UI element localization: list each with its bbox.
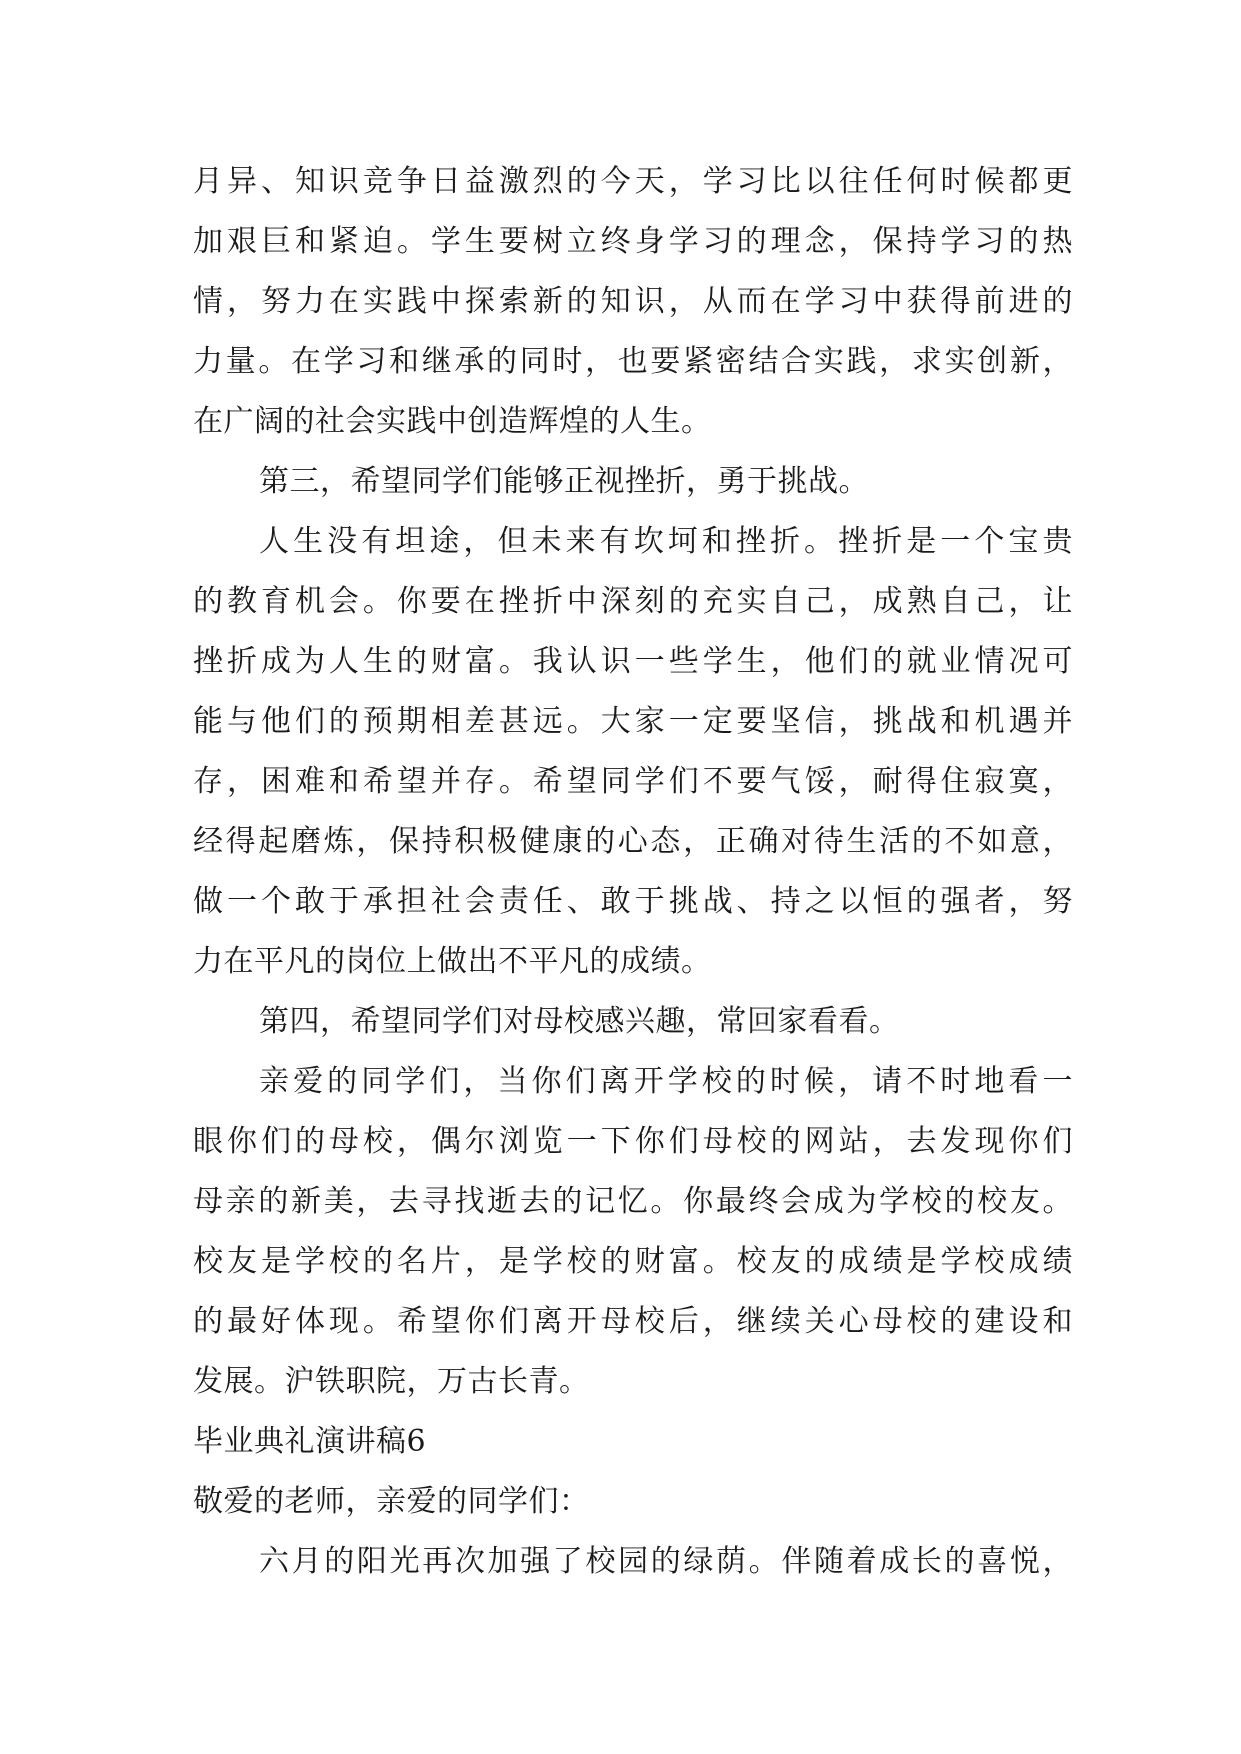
text-line: 发展。沪铁职院，万古长青。 [193, 1364, 590, 1399]
text-line: 月异、知识竞争日益激烈的今天，学习比以往任何时候都更 [193, 164, 1073, 199]
text-line: 经得起磨炼，保持积极健康的心态，正确对待生活的不如意， [193, 824, 1073, 859]
point-heading: 第四，希望同学们对母校感兴趣，常回家看看。 [259, 1004, 900, 1039]
section-title: 毕业典礼演讲稿6 [193, 1424, 427, 1459]
point-heading: 第三，希望同学们能够正视挫折，勇于挑战。 [259, 464, 869, 499]
text-line: 母亲的新美，去寻找逝去的记忆。你最终会成为学校的校友。 [193, 1184, 1073, 1219]
text-line: 存，困难和希望并存。希望同学们不要气馁，耐得住寂寞， [193, 764, 1073, 799]
text-line: 眼你们的母校，偶尔浏览一下你们母校的网站，去发现你们 [193, 1124, 1073, 1159]
salutation: 敬爱的老师，亲爱的同学们： [193, 1484, 590, 1519]
text-line: 情，努力在实践中探索新的知识，从而在学习中获得前进的 [193, 284, 1073, 319]
text-line: 校友是学校的名片，是学校的财富。校友的成绩是学校成绩 [193, 1244, 1073, 1279]
text-line: 的最好体现。希望你们离开母校后，继续关心母校的建设和 [193, 1304, 1073, 1339]
text-line: 在广阔的社会实践中创造辉煌的人生。 [193, 404, 712, 439]
document-body [193, 152, 1073, 1592]
text-line: 人生没有坦途，但未来有坎坷和挫折。挫折是一个宝贵 [259, 524, 1073, 559]
text-line: 六月的阳光再次加强了校园的绿荫。伴随着成长的喜悦， [259, 1544, 1073, 1579]
text-line: 加艰巨和紧迫。学生要树立终身学习的理念，保持学习的热 [193, 224, 1073, 259]
text-line: 的教育机会。你要在挫折中深刻的充实自己，成熟自己，让 [193, 584, 1073, 619]
text-line: 能与他们的预期相差甚远。大家一定要坚信，挑战和机遇并 [193, 704, 1073, 739]
text-line: 力量。在学习和继承的同时，也要紧密结合实践，求实创新， [193, 344, 1073, 379]
text-line: 挫折成为人生的财富。我认识一些学生，他们的就业情况可 [193, 644, 1073, 679]
text-line: 亲爱的同学们，当你们离开学校的时候，请不时地看一 [259, 1064, 1073, 1099]
text-line: 做一个敢于承担社会责任、敢于挑战、持之以恒的强者，努 [193, 884, 1073, 919]
text-line: 力在平凡的岗位上做出不平凡的成绩。 [193, 944, 712, 979]
